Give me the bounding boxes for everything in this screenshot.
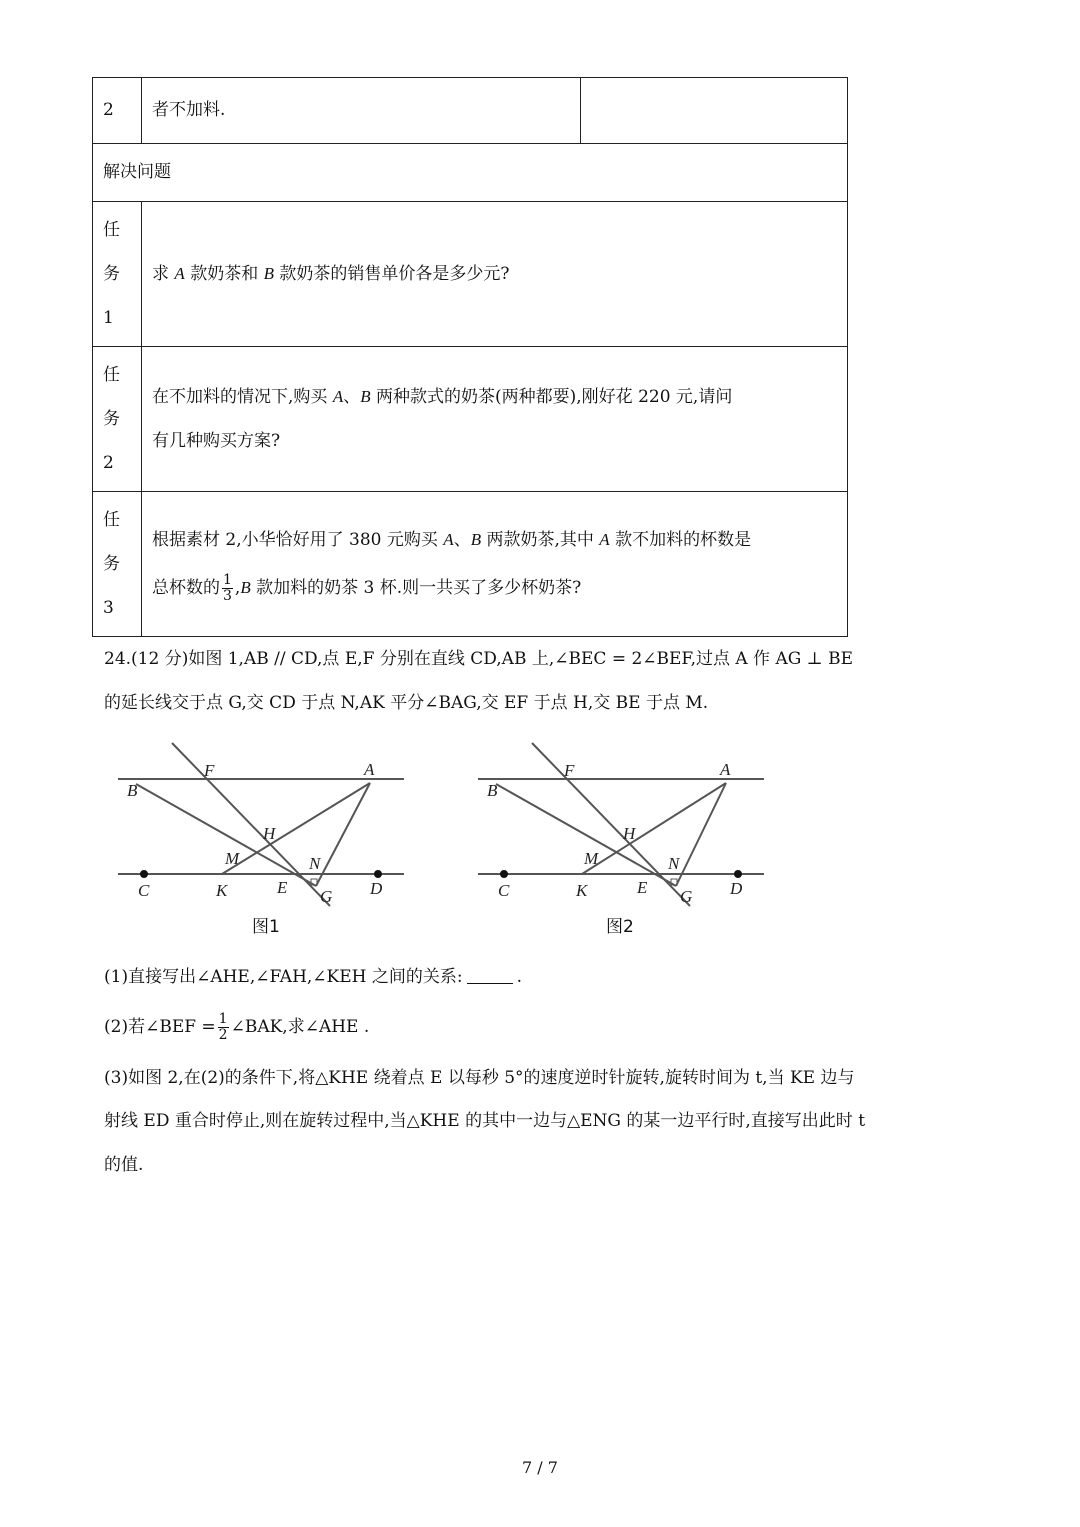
task-label: 任 务 2 — [93, 347, 142, 492]
table-row — [93, 144, 848, 202]
label-D: D — [730, 879, 743, 898]
label-A: A — [720, 760, 731, 779]
label-N: N — [668, 854, 680, 873]
table-row — [93, 347, 848, 492]
label-M: M — [584, 849, 599, 868]
label-E: E — [637, 878, 648, 897]
question-24-line1: 24.(12 分)如图 1,AB // CD,点 E,F 分别在直线 CD,AB 上,∠BEC = 2∠BEF,过点 A 作 AG ⊥ BE — [104, 649, 854, 669]
label-C: C — [498, 881, 510, 900]
row-number: 2 — [93, 78, 142, 144]
task-label: 任 务 3 — [93, 492, 142, 637]
sub-question-3-line3: 的值. — [104, 1155, 144, 1175]
task-label: 任 务 1 — [93, 202, 142, 347]
sub-question-1: (1)直接写出∠AHE,∠FAH,∠KEH 之间的关系: . — [104, 967, 523, 987]
label-M: M — [225, 849, 240, 868]
table-row — [93, 202, 848, 347]
table-row — [93, 492, 848, 637]
task-1-text: 求 A 款奶茶和 B 款奶茶的销售单价各是多少元? — [142, 202, 848, 347]
label-H: H — [263, 824, 276, 843]
empty-cell — [581, 78, 848, 144]
answer-blank[interactable] — [467, 965, 513, 984]
task-3-text: 根据素材 2,小华恰好用了 380 元购买 A、B 两款奶茶,其中 A 款不加料的杯数是 总杯数的 $\frac{1}{3}$ ,B 款加料的奶茶 3 杯.则一共买了多少杯奶茶? — [142, 492, 848, 637]
sub-question-3-line2: 射线 ED 重合时停止,则在旋转过程中,当△KHE 的其中一边与△ENG 的某一边平行时,直接写出此时 t — [104, 1111, 866, 1131]
figure-1 — [112, 738, 412, 913]
question-24-line2: 的延长线交于点 G,交 CD 于点 N,AK 平分∠BAG,交 EF 于点 H,交 BE 于点 M. — [104, 693, 709, 713]
label-K: K — [576, 881, 588, 900]
label-G: G — [320, 887, 333, 906]
task-table — [92, 77, 848, 637]
label-N: N — [309, 854, 321, 873]
table-row — [93, 78, 848, 144]
label-E: E — [277, 878, 288, 897]
sub-question-3-line1: (3)如图 2,在(2)的条件下,将△KHE 绕着点 E 以每秒 5°的速度逆时针旋转,旋转时间为 t,当 KE 边与 — [104, 1068, 855, 1088]
label-C: C — [138, 881, 150, 900]
label-H: H — [623, 824, 636, 843]
page-number: 7 / 7 — [522, 1458, 558, 1477]
label-A: A — [364, 760, 375, 779]
label-F: F — [204, 761, 215, 780]
fraction: $\frac{1}{2}$ — [218, 1011, 228, 1043]
label-K: K — [216, 881, 228, 900]
fraction: $\frac{1}{3}$ — [223, 572, 232, 604]
figure-1-caption: 图1 — [252, 917, 280, 937]
figure-2-caption: 图2 — [606, 917, 634, 937]
label-B: B — [487, 781, 498, 800]
material-text: 者不加料. — [142, 78, 581, 144]
label-F: F — [564, 761, 575, 780]
label-B: B — [127, 781, 138, 800]
sub-question-2: (2)若∠BEF = $\frac{1}{2}$ ∠BAK,求∠AHE . — [104, 1011, 370, 1043]
solve-header: 解决问题 — [93, 144, 848, 202]
label-D: D — [370, 879, 383, 898]
label-G: G — [680, 887, 693, 906]
task-2-text: 在不加料的情况下,购买 A、B 两种款式的奶茶(两种都要),刚好花 220 元,请问 有几种购买方案? — [142, 347, 848, 492]
figure-2 — [472, 738, 772, 913]
